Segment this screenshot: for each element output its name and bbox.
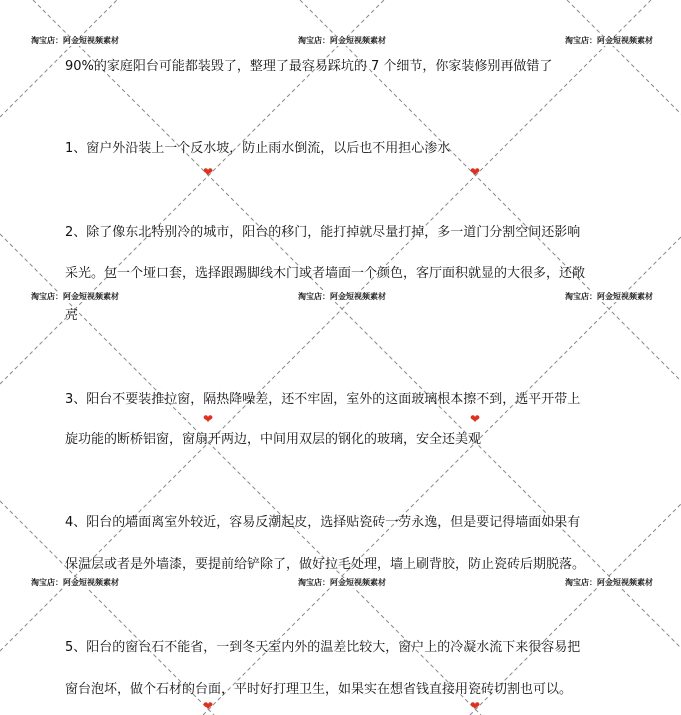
paragraph-2-line-1: 2、除了像东北特别冷的城市，阳台的移门，能打掉就尽量打掉，多一道门分割空间还影响 [65, 225, 581, 240]
heart-icon: ❤ [202, 165, 214, 179]
watermark-line [33, 0, 681, 648]
document-title: 90%的家庭阳台可能都装毁了，整理了最容易踩坑的 7 个细节，你家装修别再做错了 [65, 59, 553, 74]
heart-icon: ❤ [469, 165, 481, 179]
paragraph-2-line-2: 采光。包一个垭口套，选择跟踢脚线木门或者墙面一个颜色，客厅面积就显的大很多，还敞 [65, 266, 586, 281]
paragraph-3-line-2: 旋功能的断桥铝窗，窗扇开两边，中间用双层的钢化的玻璃，安全还美观 [65, 432, 482, 447]
watermark-label: 淘宝店：阿金短视频素材 [565, 578, 653, 587]
paragraph-2-line-3: 亮 [65, 308, 79, 323]
heart-icon: ❤ [469, 699, 481, 713]
paragraph-3-line-1: 3、阳台不要装推拉窗，隔热降噪差，还不牢固，室外的这面玻璃根本擦不到，选平开带上 [65, 392, 581, 407]
watermark-label: 淘宝店：阿金短视频素材 [31, 292, 119, 301]
watermark-line [0, 0, 384, 384]
watermark-line [567, 0, 681, 114]
heart-icon: ❤ [202, 412, 214, 426]
watermark-label: 淘宝店：阿金短视频素材 [565, 292, 653, 301]
heart-icon: ❤ [469, 412, 481, 426]
watermark-label: 淘宝店：阿金短视频素材 [31, 578, 119, 587]
watermark-label: 淘宝店：阿金短视频素材 [31, 36, 119, 45]
watermark-label: 淘宝店：阿金短视频素材 [298, 36, 386, 45]
paragraph-4-line-2: 保温层或者是外墙漆，要提前给铲除了，做好拉毛处理，墙上刷背胶，防止瓷砖后期脱落。 [65, 557, 586, 572]
watermark-label: 淘宝店：阿金短视频素材 [298, 292, 386, 301]
paragraph-4-line-1: 4、阳台的墙面离室外较近，容易反潮起皮，选择贴瓷砖一劳永逸，但是要记得墙面如果有 [65, 515, 581, 530]
paragraph-1-line-1: 1、窗户外沿装上一个反水坡，防止雨水倒流，以后也不用担心渗水 [65, 141, 451, 156]
heart-icon: ❤ [202, 699, 214, 713]
watermark-label: 淘宝店：阿金短视频素材 [565, 36, 653, 45]
watermark-label: 淘宝店：阿金短视频素材 [298, 578, 386, 587]
paragraph-5-line-1: 5、阳台的窗台石不能省，一到冬天室内外的温差比较大，窗户上的冷凝水流下来很容易把 [65, 640, 581, 655]
paragraph-5-line-2: 窗台泡坏，做个石材的台面，平时好打理卫生，如果实在想省钱直接用瓷砖切割也可以。 [65, 682, 573, 697]
